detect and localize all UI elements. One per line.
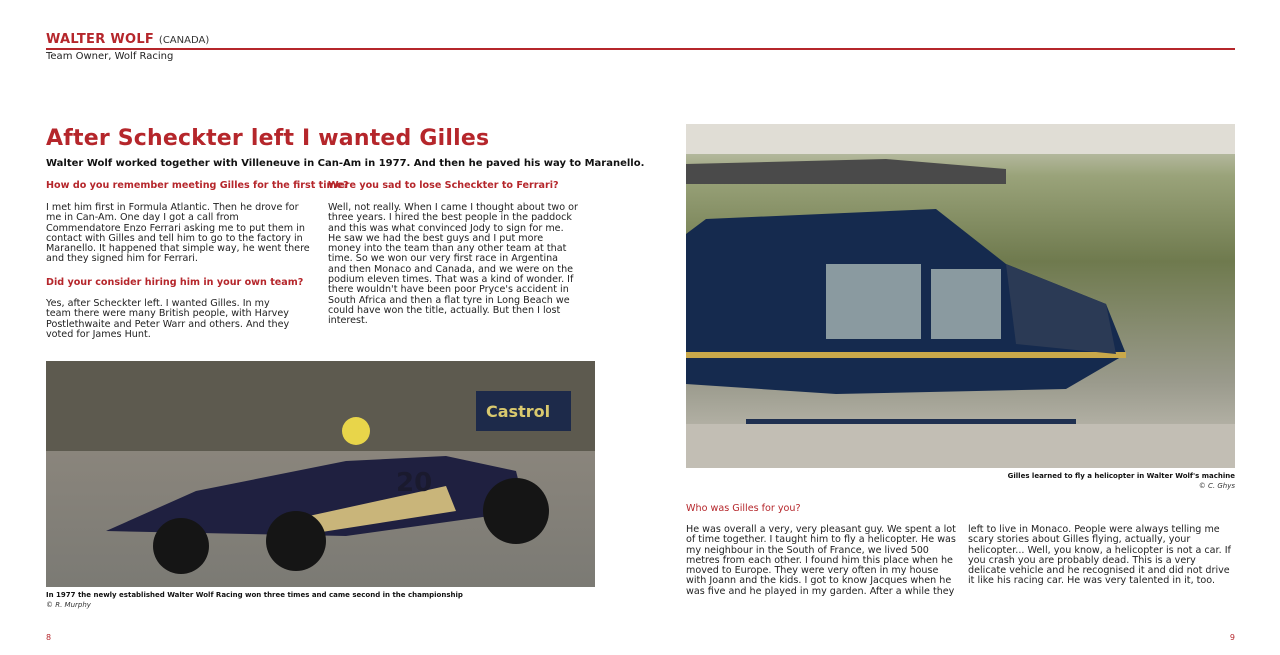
helicopter-illustration xyxy=(686,124,1235,468)
question-4: Who was Gilles for you? xyxy=(686,503,801,514)
page-number-left: 8 xyxy=(46,633,52,642)
car-credit: © R. Murphy xyxy=(46,601,91,609)
question-2: Did your consider hiring him in your own team? xyxy=(46,277,304,288)
answer-4-part-2: left to live in Monaco. People were always telling me scary stories about Gilles flying, actually, your helicopter... Well, you know, a helicopter is not a car. If you crash you are probably dead. This is a very delicate vehicle and he recognised it and did not drive it like his racing car. He was very talented in it, too. xyxy=(968,524,1231,587)
header-role: Team Owner, Wolf Racing xyxy=(46,51,174,62)
answer-1: I met him first in Formula Atlantic. Then he drove for me in Can-Am. One day I got a call from Commendatore Enzo Ferrari asking me to put them in contact with Gilles and tell him to go to the factory in Maranello. It happened that simple way, he went there and they signed him for Ferrari. xyxy=(46,202,310,265)
header-rule xyxy=(46,48,1235,50)
race-car-illustration xyxy=(46,361,595,587)
answer-2: Yes, after Scheckter left. I wanted Gilles. In my team there were many British people, with Harvey Postlethwaite and Peter Warr and others. And they voted for James Hunt. xyxy=(46,298,290,340)
helicopter-credit: © C. Ghys xyxy=(1198,482,1235,490)
race-car-photo xyxy=(46,361,595,587)
answer-3: Well, not really. When I came I thought about two or three years. I hired the best people in the paddock and this was what convinced Jody to sign for me. He saw we had the best guys and I put more money into the team than any other team at that time. So we won our very first race in Argentina and then Monaco and Canada, and we were on the podium eleven times. That was a kind of wonder. If there wouldn't have been poor Pryce's accident in South Africa and then a flat tyre in Long Beach we could have won the title, actually. But then I lost interest. xyxy=(328,202,578,327)
page-number-right: 9 xyxy=(1229,633,1235,642)
article-title: After Scheckter left I wanted Gilles xyxy=(46,126,490,151)
question-3: Were you sad to lose Scheckter to Ferrari? xyxy=(328,180,559,191)
car-number: 20 xyxy=(396,468,433,498)
sponsor-text: Castrol xyxy=(486,402,551,421)
answer-4-part-1: He was overall a very, very pleasant guy. We spent a lot of time together. I taught him to fly a helicopter. He was my neighbour in the South of France, we lived 500 metres from each other. I found him this place when he moved to Europe. They were very often in my house with Joann and the kids. I got to know Jacques when he was five and he played in my garden. After a while they xyxy=(686,524,956,597)
article-lead: Walter Wolf worked together with Villeneuve in Can-Am in 1977. And then he paved his way to Maranello. xyxy=(46,158,645,169)
helicopter-caption: Gilles learned to fly a helicopter in Walter Wolf's machine xyxy=(1007,472,1235,480)
car-caption: In 1977 the newly established Walter Wolf Racing won three times and came second in the championship xyxy=(46,591,463,599)
header-country: (CANADA) xyxy=(158,35,210,46)
helicopter-photo xyxy=(686,124,1235,468)
question-1: How do you remember meeting Gilles for the first time? xyxy=(46,180,349,191)
header-name: WALTER WOLF (CANADA) xyxy=(46,32,210,47)
